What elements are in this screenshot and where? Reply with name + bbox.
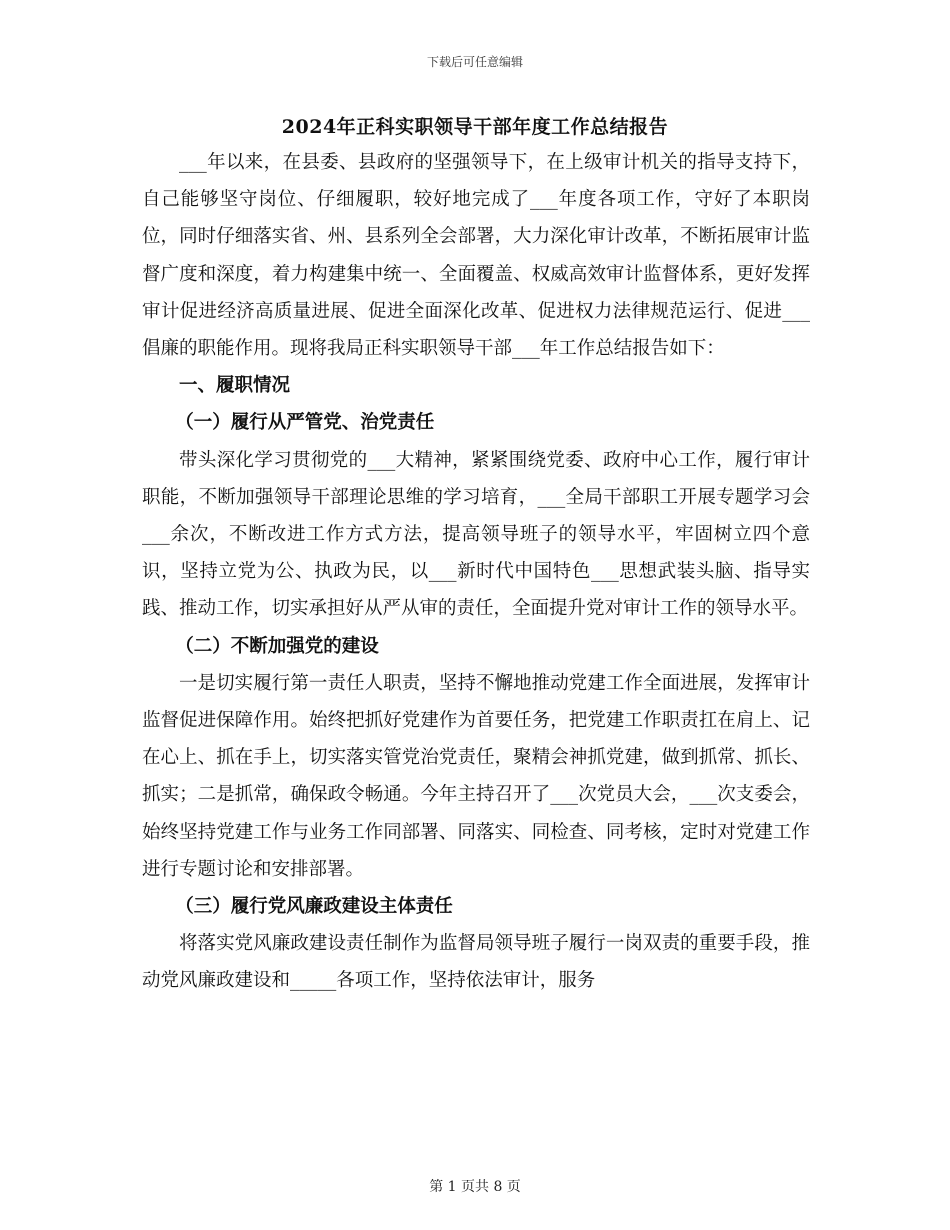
section-heading-performance: 一、履职情况 xyxy=(179,375,291,397)
subsection-heading-1: （一）履行从严管党、治党责任 xyxy=(175,412,435,434)
subsection-heading-2: （二）不断加强党的建设 xyxy=(175,635,379,657)
subsection-heading-3: （三）履行党风廉政建设主体责任 xyxy=(175,896,453,918)
subsection-paragraph-1: 带头深化学习贯彻党的___大精神，紧紧围绕党委、政府中心工作，履行审计职能，不断加强领导干部理论思维的学习培育，___全局干部职工开展专题学习会___余次，不断改进工作方式方法，提高领导班子的领导水平，牢固树立四个意识，坚持立党为公、执政为民，以___新时代中国特色___思想武装头脑、指导实践、推动工作，切实承担好从严从审的责任，全面提升党对审计工作的领导水平。 xyxy=(142,449,810,620)
subsection-paragraph-2: 一是切实履行第一责任人职责，坚持不懈地推动党建工作全面进展，发挥审计监督促进保障作用。始终把抓好党建作为首要任务，把党建工作职责扛在肩上、记在心上、抓在手上，切实落实管党治党责任，聚精会神抓党建，做到抓常、抓长、抓实；二是抓常，确保政令畅通。今年主持召开了___次党员大会，___次支委会，始终坚持党建工作与业务工作同部署、同落实、同检查、同考核，定时对党建工作进行专题讨论和安排部署。 xyxy=(142,672,810,880)
intro-paragraph: ___年以来，在县委、县政府的坚强领导下，在上级审计机关的指导支持下，自己能够坚守岗位、仔细履职，较好地完成了___年度各项工作，守好了本职岗位，同时仔细落实省、州、县系列全会部署，大力深化审计改革，不断拓展审计监督广度和深度，着力构建集中统一、全面覆盖、权威高效审计监督体系，更好发挥审计促进经济高质量进展、促进全面深化改革、促进权力法律规范运行、促进___倡廉的职能作用。现将我局正科实职领导干部___年工作总结报告如下： xyxy=(142,152,810,360)
subsection-paragraph-3: 将落实党风廉政建设责任制作为监督局领导班子履行一岗双责的重要手段，推动党风廉政建设和_____各项工作，坚持依法审计，服务 xyxy=(142,933,810,992)
document-title: 2024年正科实职领导干部年度工作总结报告 xyxy=(281,116,669,138)
document-body xyxy=(142,144,810,1000)
page-header: 下载后可任意编辑 xyxy=(426,55,523,69)
page-number: 第 1 页共 8 页 xyxy=(429,1179,521,1195)
